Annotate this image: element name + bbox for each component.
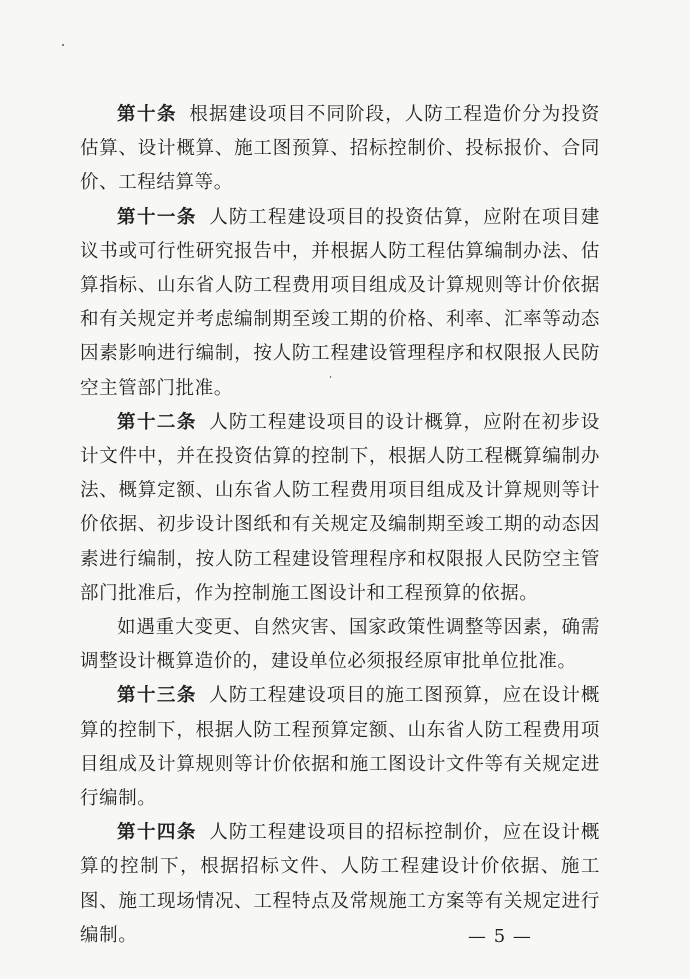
article-12-continuation <box>80 611 600 679</box>
article-text: 人防工程建设项目的投资估算，应附在项目建议书或可行性研究报告中，并根据人防工程估算编制办法、估算指标、山东省人防工程费用项目组成及计算规则等计价依据和有关规定并考虑编制期至竣工期的价格、利率、汇率等动态因素影响进行编制，按人防工程建设管理程序和权限报人民防空主管部门批准。 <box>80 206 600 399</box>
page-number: — 5 — <box>468 926 532 947</box>
article-10 <box>80 98 600 201</box>
scan-speck <box>62 44 64 46</box>
article-heading: 第十四条 <box>117 822 197 844</box>
article-text: 根据建设项目不同阶段，人防工程造价分为投资估算、设计概算、施工图预算、招标控制价、投标报价、合同价、工程结算等。 <box>80 104 600 194</box>
document-body <box>80 98 600 953</box>
article-11 <box>80 201 600 406</box>
article-text: 人防工程建设项目的设计概算，应附在初步设计文件中，并在投资估算的控制下，根据人防工程概算编制办法、概算定额、山东省人防工程费用项目组成及计算规则等计价依据、初步设计图纸和有关规定及编制期至竣工期的动态因素进行编制，按人防工程建设管理程序和权限报人民防空主管部门批准后，作为控制施工图设计和工程预算的依据。 <box>80 411 600 604</box>
article-heading: 第十二条 <box>117 411 197 433</box>
article-12 <box>80 406 600 611</box>
article-text: 如遇重大变更、自然灾害、国家政策性调整等因素，确需调整设计概算造价的，建设单位必须报经原审批单位批准。 <box>80 617 600 673</box>
article-heading: 第十条 <box>117 104 177 125</box>
article-text: 人防工程建设项目的施工图预算，应在设计概算的控制下，根据人防工程预算定额、山东省人防工程费用项目组成及计算规则等计价依据和施工图设计文件等有关规定进行编制。 <box>80 685 600 810</box>
article-heading: 第十一条 <box>117 206 197 228</box>
article-text: 人防工程建设项目的招标控制价，应在设计概算的控制下，根据招标文件、人防工程建设计价依据、施工图、施工现场情况、工程特点及常规施工方案等有关规定进行编制。 <box>80 822 600 946</box>
article-heading: 第十三条 <box>117 685 197 707</box>
article-13 <box>80 679 600 816</box>
